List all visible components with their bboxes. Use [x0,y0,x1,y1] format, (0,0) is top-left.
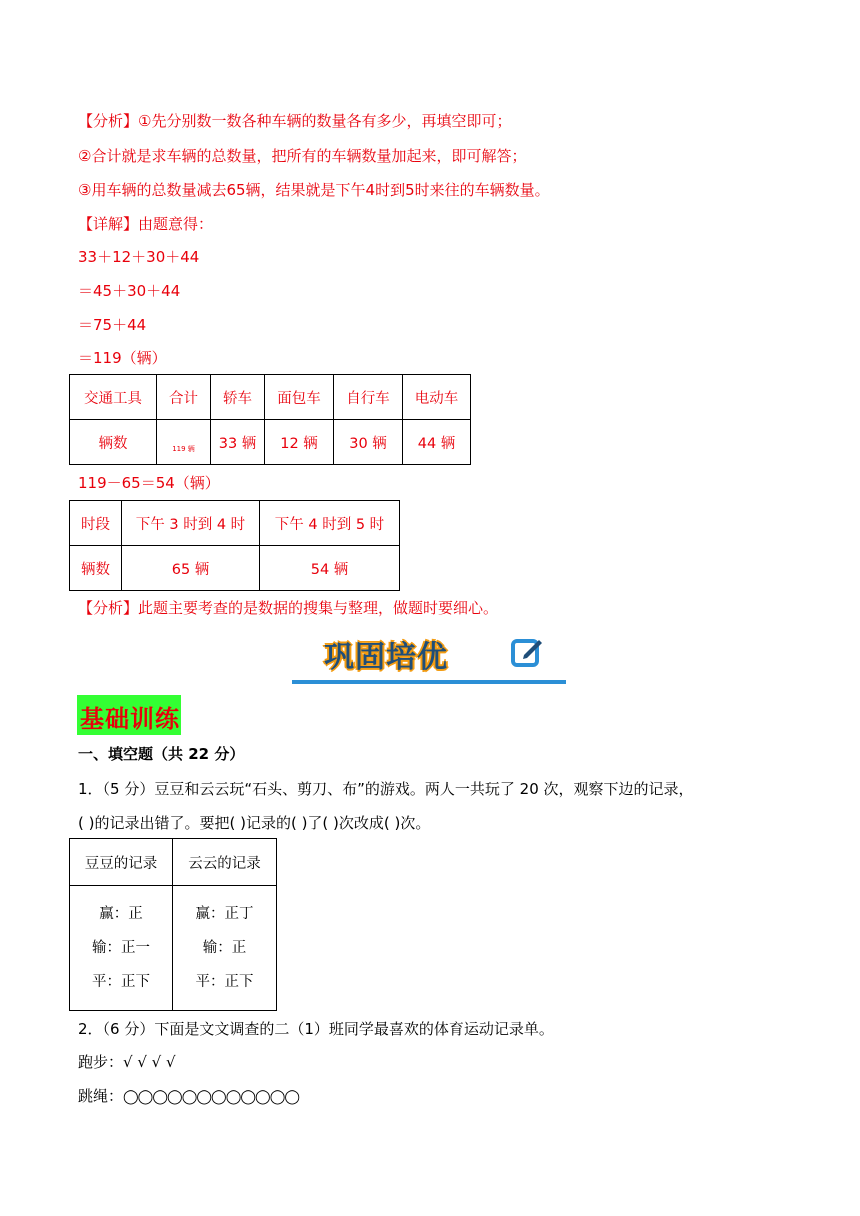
row-cell: 54 辆 [260,546,400,591]
banner-title: 巩固培优 [324,640,448,675]
header-cell: 面包车 [265,375,334,420]
detail-text: 由题意得： [138,215,214,233]
section-banner [292,628,566,686]
header-cell: 云云的记录 [173,839,277,886]
detail-tag: 【详解】 [78,215,139,233]
doudou-record-cell [70,886,173,1011]
analysis-line-1 [78,111,511,131]
yunyun-draw: 平：正下 [195,974,254,990]
calc-line-3: ＝75＋44 [78,316,147,334]
running-marks: √ √ √ √ [123,1053,176,1071]
q2-running [78,1052,176,1072]
doudou-draw: 平：正下 [92,974,150,990]
subtraction-line: 119－65＝54（辆） [78,474,220,492]
q1-line-2: ( )的记录出错了。要把( )记录的( )了( )次改成( )次。 [78,814,431,832]
calc-line-4: ＝119（辆） [78,349,167,367]
rope-label: 跳绳： [78,1087,124,1105]
row-cell: 30 辆 [334,420,403,465]
section-heading-text: 基础训练 [80,705,180,733]
analysis-tag: 【分析】 [78,112,139,130]
yunyun-win: 赢：正丁 [195,906,254,922]
analysis2-tag: 【分析】 [78,599,139,617]
row-cell: 44 辆 [403,420,471,465]
banner-underline [292,680,566,684]
header-cell: 自行车 [334,375,403,420]
row-cell: 65 辆 [122,546,260,591]
header-cell: 电动车 [403,375,471,420]
yunyun-lose: 输：正 [202,940,247,956]
header-cell: 时段 [70,501,122,546]
analysis2-text: 此题主要考查的是数据的搜集与整理，做题时要细心。 [138,599,499,617]
analysis-line-2: ②合计就是求车辆的总数量，把所有的车辆数量加起来，即可解答； [78,147,527,165]
analysis2-line [78,598,498,618]
time-table [69,500,400,591]
part-title: 一、填空题（共 22 分） [78,745,245,763]
rope-marks: ◯◯◯◯◯◯◯◯◯◯◯◯ [123,1089,300,1105]
q2-line-1: 2．（6 分）下面是文文调查的二（1）班同学最喜欢的体育运动记录单。 [78,1020,554,1038]
row-cell: 33 辆 [211,420,265,465]
detail-line [78,214,213,234]
edit-icon [510,634,544,668]
row-cell-total: 119 辆 [157,420,211,465]
analysis-text: ①先分别数一数各种车辆的数量各有多少，再填空即可； [138,112,512,130]
vehicles-table [69,374,471,465]
doudou-win: 赢：正 [99,906,143,922]
header-cell: 合计 [157,375,211,420]
row-cell: 辆数 [70,546,122,591]
analysis-line-3: ③用车辆的总数量减去65辆，结果就是下午4时到5时来往的车辆数量。 [78,181,550,199]
header-cell: 交通工具 [70,375,157,420]
q1-line-1: 1．（5 分）豆豆和云云玩“石头、剪刀、布”的游戏。两人一共玩了 20 次，观察下边的记录， [78,780,694,798]
header-cell: 豆豆的记录 [70,839,173,886]
header-cell: 轿车 [211,375,265,420]
q2-rope [78,1086,299,1107]
header-cell: 下午 3 时到 4 时 [122,501,260,546]
header-cell: 下午 4 时到 5 时 [260,501,400,546]
doudou-lose: 输：正一 [92,940,150,956]
calc-line-2: ＝45＋30＋44 [78,282,181,300]
calc-line-1: 33＋12＋30＋44 [78,248,200,266]
section-heading [77,695,181,735]
running-label: 跑步： [78,1053,124,1071]
row-cell: 12 辆 [265,420,334,465]
row-cell: 辆数 [70,420,157,465]
record-table [69,838,277,1011]
yunyun-record-cell [173,886,277,1011]
